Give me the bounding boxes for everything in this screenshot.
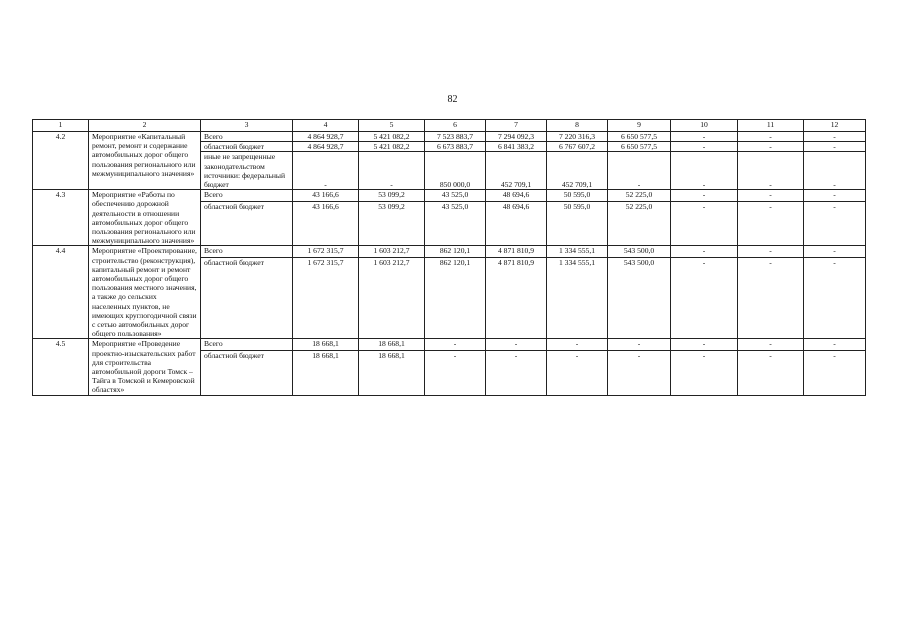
header-row xyxy=(33,120,866,132)
value-cell: 5 421 082,2 xyxy=(359,142,425,152)
value-cell: 850 000,0 xyxy=(425,152,486,190)
value-cell: 452 709,1 xyxy=(547,152,608,190)
value-cell: 6 841 383,2 xyxy=(486,142,547,152)
column-header: 12 xyxy=(804,120,866,132)
value-cell: - xyxy=(804,246,866,258)
funding-source: иные не запрещенные законодательством источники: федеральный бюджет xyxy=(201,152,293,190)
column-header: 2 xyxy=(89,120,201,132)
value-cell: 18 668,1 xyxy=(359,351,425,395)
value-cell: - xyxy=(671,152,738,190)
value-cell: - xyxy=(359,152,425,190)
value-cell: - xyxy=(804,351,866,395)
value-cell: 7 220 316,3 xyxy=(547,132,608,142)
value-cell: 1 603 212,7 xyxy=(359,258,425,339)
value-cell: - xyxy=(804,339,866,351)
value-cell: - xyxy=(738,202,804,246)
value-cell: - xyxy=(804,190,866,202)
page-number: 82 xyxy=(447,94,458,105)
funding-source: областной бюджет xyxy=(201,202,293,246)
value-cell: 1 334 555,1 xyxy=(547,258,608,339)
column-header: 6 xyxy=(425,120,486,132)
value-cell: 7 294 092,3 xyxy=(486,132,547,142)
funding-source: областной бюджет xyxy=(201,351,293,395)
activity-title: Мероприятие «Проведение проектно-изыскательских работ для строительства автомобильной дороги Томск – Тайга в Томской и Кемеровской областях» xyxy=(89,339,201,395)
value-cell: - xyxy=(671,258,738,339)
value-cell: - xyxy=(547,351,608,395)
value-cell: 452 709,1 xyxy=(486,152,547,190)
value-cell: - xyxy=(486,339,547,351)
column-header: 1 xyxy=(33,120,89,132)
value-cell: - xyxy=(671,246,738,258)
value-cell: 53 099,2 xyxy=(359,202,425,246)
value-cell: - xyxy=(804,142,866,152)
value-cell: 18 668,1 xyxy=(359,339,425,351)
value-cell: - xyxy=(671,132,738,142)
value-cell: 43 166,6 xyxy=(293,202,359,246)
funding-source: областной бюджет xyxy=(201,142,293,152)
value-cell: 43 525,0 xyxy=(425,202,486,246)
value-cell: - xyxy=(804,258,866,339)
value-cell: - xyxy=(738,142,804,152)
value-cell: - xyxy=(671,339,738,351)
value-cell: - xyxy=(671,351,738,395)
activity-title: Мероприятие «Проектирование, строительство (реконструкция), капитальный ремонт и ремонт автомобильных дорог общего пользования местного значения, а также до сельских населенных пунктов, не имеющих круглогодичной связи с сетью автомобильных дорог общего пользования» xyxy=(89,246,201,339)
value-cell: - xyxy=(804,152,866,190)
row-number: 4.4 xyxy=(33,246,89,339)
column-header: 9 xyxy=(608,120,671,132)
value-cell: 6 673 883,7 xyxy=(425,142,486,152)
column-header: 10 xyxy=(671,120,738,132)
value-cell: - xyxy=(608,339,671,351)
column-header: 4 xyxy=(293,120,359,132)
value-cell: - xyxy=(608,351,671,395)
table-row xyxy=(33,246,866,258)
value-cell: 1 672 315,7 xyxy=(293,258,359,339)
value-cell: 6 650 577,5 xyxy=(608,132,671,142)
value-cell: 43 166,6 xyxy=(293,190,359,202)
value-cell: 7 523 883,7 xyxy=(425,132,486,142)
value-cell: - xyxy=(608,152,671,190)
table-row xyxy=(33,190,866,202)
value-cell: - xyxy=(486,351,547,395)
activity-title: Мероприятие «Работы по обеспечению дорожной деятельности в отношении автомобильных дорог общего пользования регионального или межмуниципального значения» xyxy=(89,190,201,246)
value-cell: - xyxy=(738,246,804,258)
value-cell: 52 225,0 xyxy=(608,202,671,246)
table-row xyxy=(33,339,866,351)
value-cell: - xyxy=(293,152,359,190)
value-cell: 4 871 810,9 xyxy=(486,246,547,258)
row-number: 4.5 xyxy=(33,339,89,395)
row-number: 4.2 xyxy=(33,132,89,190)
column-header: 11 xyxy=(738,120,804,132)
value-cell: 43 525,0 xyxy=(425,190,486,202)
value-cell: 48 694,6 xyxy=(486,190,547,202)
value-cell: 52 225,0 xyxy=(608,190,671,202)
value-cell: 543 500,0 xyxy=(608,246,671,258)
column-header: 3 xyxy=(201,120,293,132)
value-cell: 543 500,0 xyxy=(608,258,671,339)
column-header: 8 xyxy=(547,120,608,132)
funding-source: Всего xyxy=(201,132,293,142)
value-cell: - xyxy=(738,152,804,190)
value-cell: 48 694,6 xyxy=(486,202,547,246)
table-row xyxy=(33,132,866,142)
value-cell: - xyxy=(738,351,804,395)
value-cell: 50 595,0 xyxy=(547,202,608,246)
funding-source: Всего xyxy=(201,339,293,351)
value-cell: - xyxy=(738,258,804,339)
value-cell: 1 672 315,7 xyxy=(293,246,359,258)
funding-source: Всего xyxy=(201,190,293,202)
value-cell: - xyxy=(547,339,608,351)
value-cell: 4 864 928,7 xyxy=(293,142,359,152)
value-cell: - xyxy=(804,132,866,142)
value-cell: 1 334 555,1 xyxy=(547,246,608,258)
value-cell: - xyxy=(738,339,804,351)
value-cell: 6 767 607,2 xyxy=(547,142,608,152)
funding-source: областной бюджет xyxy=(201,258,293,339)
value-cell: - xyxy=(804,202,866,246)
column-header: 5 xyxy=(359,120,425,132)
value-cell: - xyxy=(671,202,738,246)
value-cell: 1 603 212,7 xyxy=(359,246,425,258)
budget-table xyxy=(32,119,866,396)
value-cell: - xyxy=(671,142,738,152)
value-cell: 53 099,2 xyxy=(359,190,425,202)
value-cell: 862 120,1 xyxy=(425,258,486,339)
value-cell: 5 421 082,2 xyxy=(359,132,425,142)
value-cell: 4 871 810,9 xyxy=(486,258,547,339)
column-header: 7 xyxy=(486,120,547,132)
row-number: 4.3 xyxy=(33,190,89,246)
value-cell: 4 864 928,7 xyxy=(293,132,359,142)
value-cell: - xyxy=(738,190,804,202)
funding-source: Всего xyxy=(201,246,293,258)
value-cell: 18 668,1 xyxy=(293,339,359,351)
value-cell: 6 650 577,5 xyxy=(608,142,671,152)
activity-title: Мероприятие «Капитальный ремонт, ремонт и содержание автомобильных дорог общего пользования регионального или межмуниципального значения» xyxy=(89,132,201,190)
value-cell: - xyxy=(671,190,738,202)
value-cell: 18 668,1 xyxy=(293,351,359,395)
value-cell: - xyxy=(425,351,486,395)
value-cell: - xyxy=(738,132,804,142)
value-cell: 862 120,1 xyxy=(425,246,486,258)
value-cell: 50 595,0 xyxy=(547,190,608,202)
value-cell: - xyxy=(425,339,486,351)
